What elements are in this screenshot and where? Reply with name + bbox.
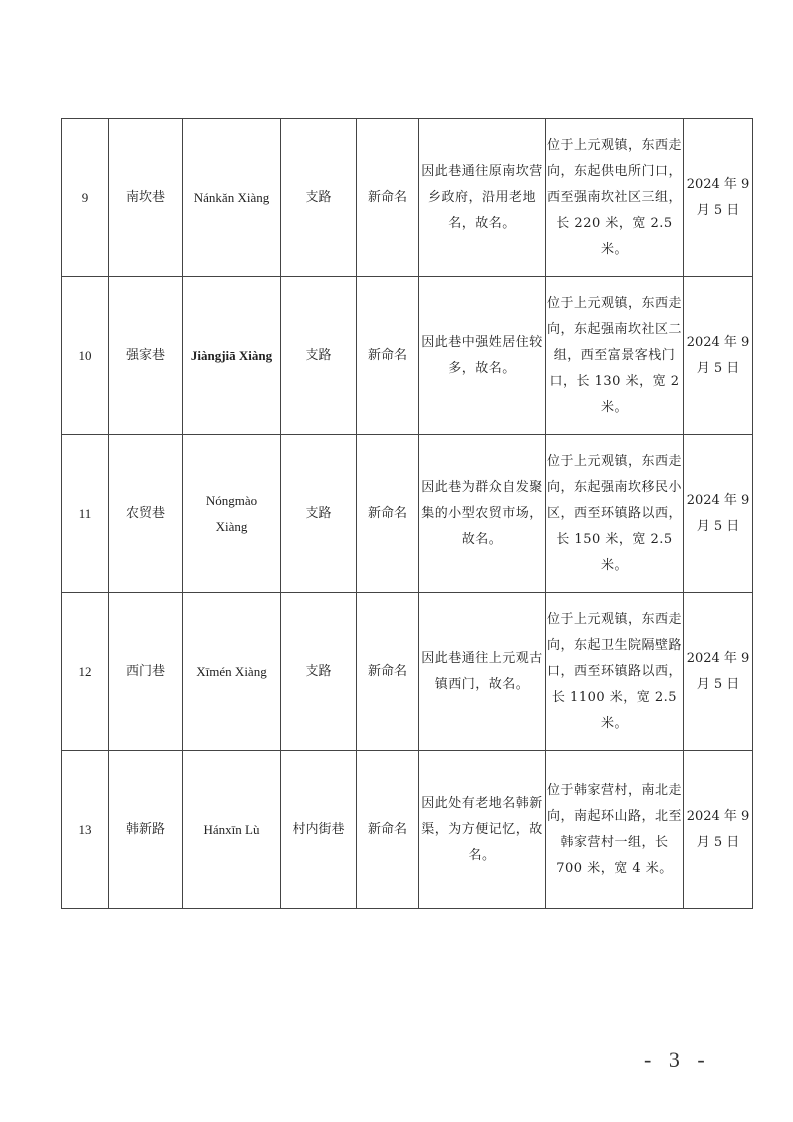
road-type: 支路 — [281, 277, 357, 435]
row-index: 9 — [62, 119, 109, 277]
road-name: 南坎巷 — [109, 119, 183, 277]
naming-category: 新命名 — [357, 119, 419, 277]
table-row — [62, 119, 753, 277]
row-index: 11 — [62, 435, 109, 593]
naming-date: 2024 年 9 月 5 日 — [684, 119, 753, 277]
table-row — [62, 277, 753, 435]
table-row — [62, 435, 753, 593]
naming-meaning: 因此处有老地名韩新渠，为方便记忆，故名。 — [419, 751, 546, 909]
road-location: 位于上元观镇，东西走向，东起卫生院隔壁路口，西至环镇路以西，长 1100 米，宽 2.5 米。 — [546, 593, 684, 751]
page-number: - 3 - — [644, 1047, 711, 1072]
naming-category: 新命名 — [357, 277, 419, 435]
road-naming-table — [61, 118, 753, 909]
road-name: 农贸巷 — [109, 435, 183, 593]
road-pinyin: Nóngmào Xiàng — [183, 435, 281, 593]
row-index: 10 — [62, 277, 109, 435]
table-row — [62, 593, 753, 751]
naming-category: 新命名 — [357, 435, 419, 593]
road-type: 村内街巷 — [281, 751, 357, 909]
naming-meaning: 因此巷通往原南坎营乡政府，沿用老地名，故名。 — [419, 119, 546, 277]
road-type: 支路 — [281, 593, 357, 751]
road-location: 位于上元观镇，东西走向，东起供电所门口，西至强南坎社区三组，长 220 米，宽 2.5 米。 — [546, 119, 684, 277]
road-location: 位于韩家营村，南北走向，南起环山路，北至韩家营村一组，长 700 米，宽 4 米。 — [546, 751, 684, 909]
table-body — [62, 119, 753, 909]
road-name: 强家巷 — [109, 277, 183, 435]
naming-category: 新命名 — [357, 751, 419, 909]
table-row — [62, 751, 753, 909]
road-name: 西门巷 — [109, 593, 183, 751]
road-type: 支路 — [281, 435, 357, 593]
road-location: 位于上元观镇，东西走向，东起强南坎社区二组，西至富景客栈门口，长 130 米，宽 2 米。 — [546, 277, 684, 435]
road-name: 韩新路 — [109, 751, 183, 909]
naming-date: 2024 年 9 月 5 日 — [684, 751, 753, 909]
naming-meaning: 因此巷中强姓居住较多，故名。 — [419, 277, 546, 435]
naming-date: 2024 年 9 月 5 日 — [684, 593, 753, 751]
road-pinyin: Jiàngjiā Xiàng — [183, 277, 281, 435]
road-type: 支路 — [281, 119, 357, 277]
road-pinyin: Nánkǎn Xiàng — [183, 119, 281, 277]
naming-date: 2024 年 9 月 5 日 — [684, 435, 753, 593]
row-index: 13 — [62, 751, 109, 909]
road-pinyin: Hánxīn Lù — [183, 751, 281, 909]
naming-meaning: 因此巷为群众自发聚集的小型农贸市场，故名。 — [419, 435, 546, 593]
road-location: 位于上元观镇，东西走向，东起强南坎移民小区，西至环镇路以西，长 150 米，宽 2.5 米。 — [546, 435, 684, 593]
road-pinyin: Xīmén Xiàng — [183, 593, 281, 751]
naming-category: 新命名 — [357, 593, 419, 751]
naming-date: 2024 年 9 月 5 日 — [684, 277, 753, 435]
naming-meaning: 因此巷通往上元观古镇西门，故名。 — [419, 593, 546, 751]
row-index: 12 — [62, 593, 109, 751]
